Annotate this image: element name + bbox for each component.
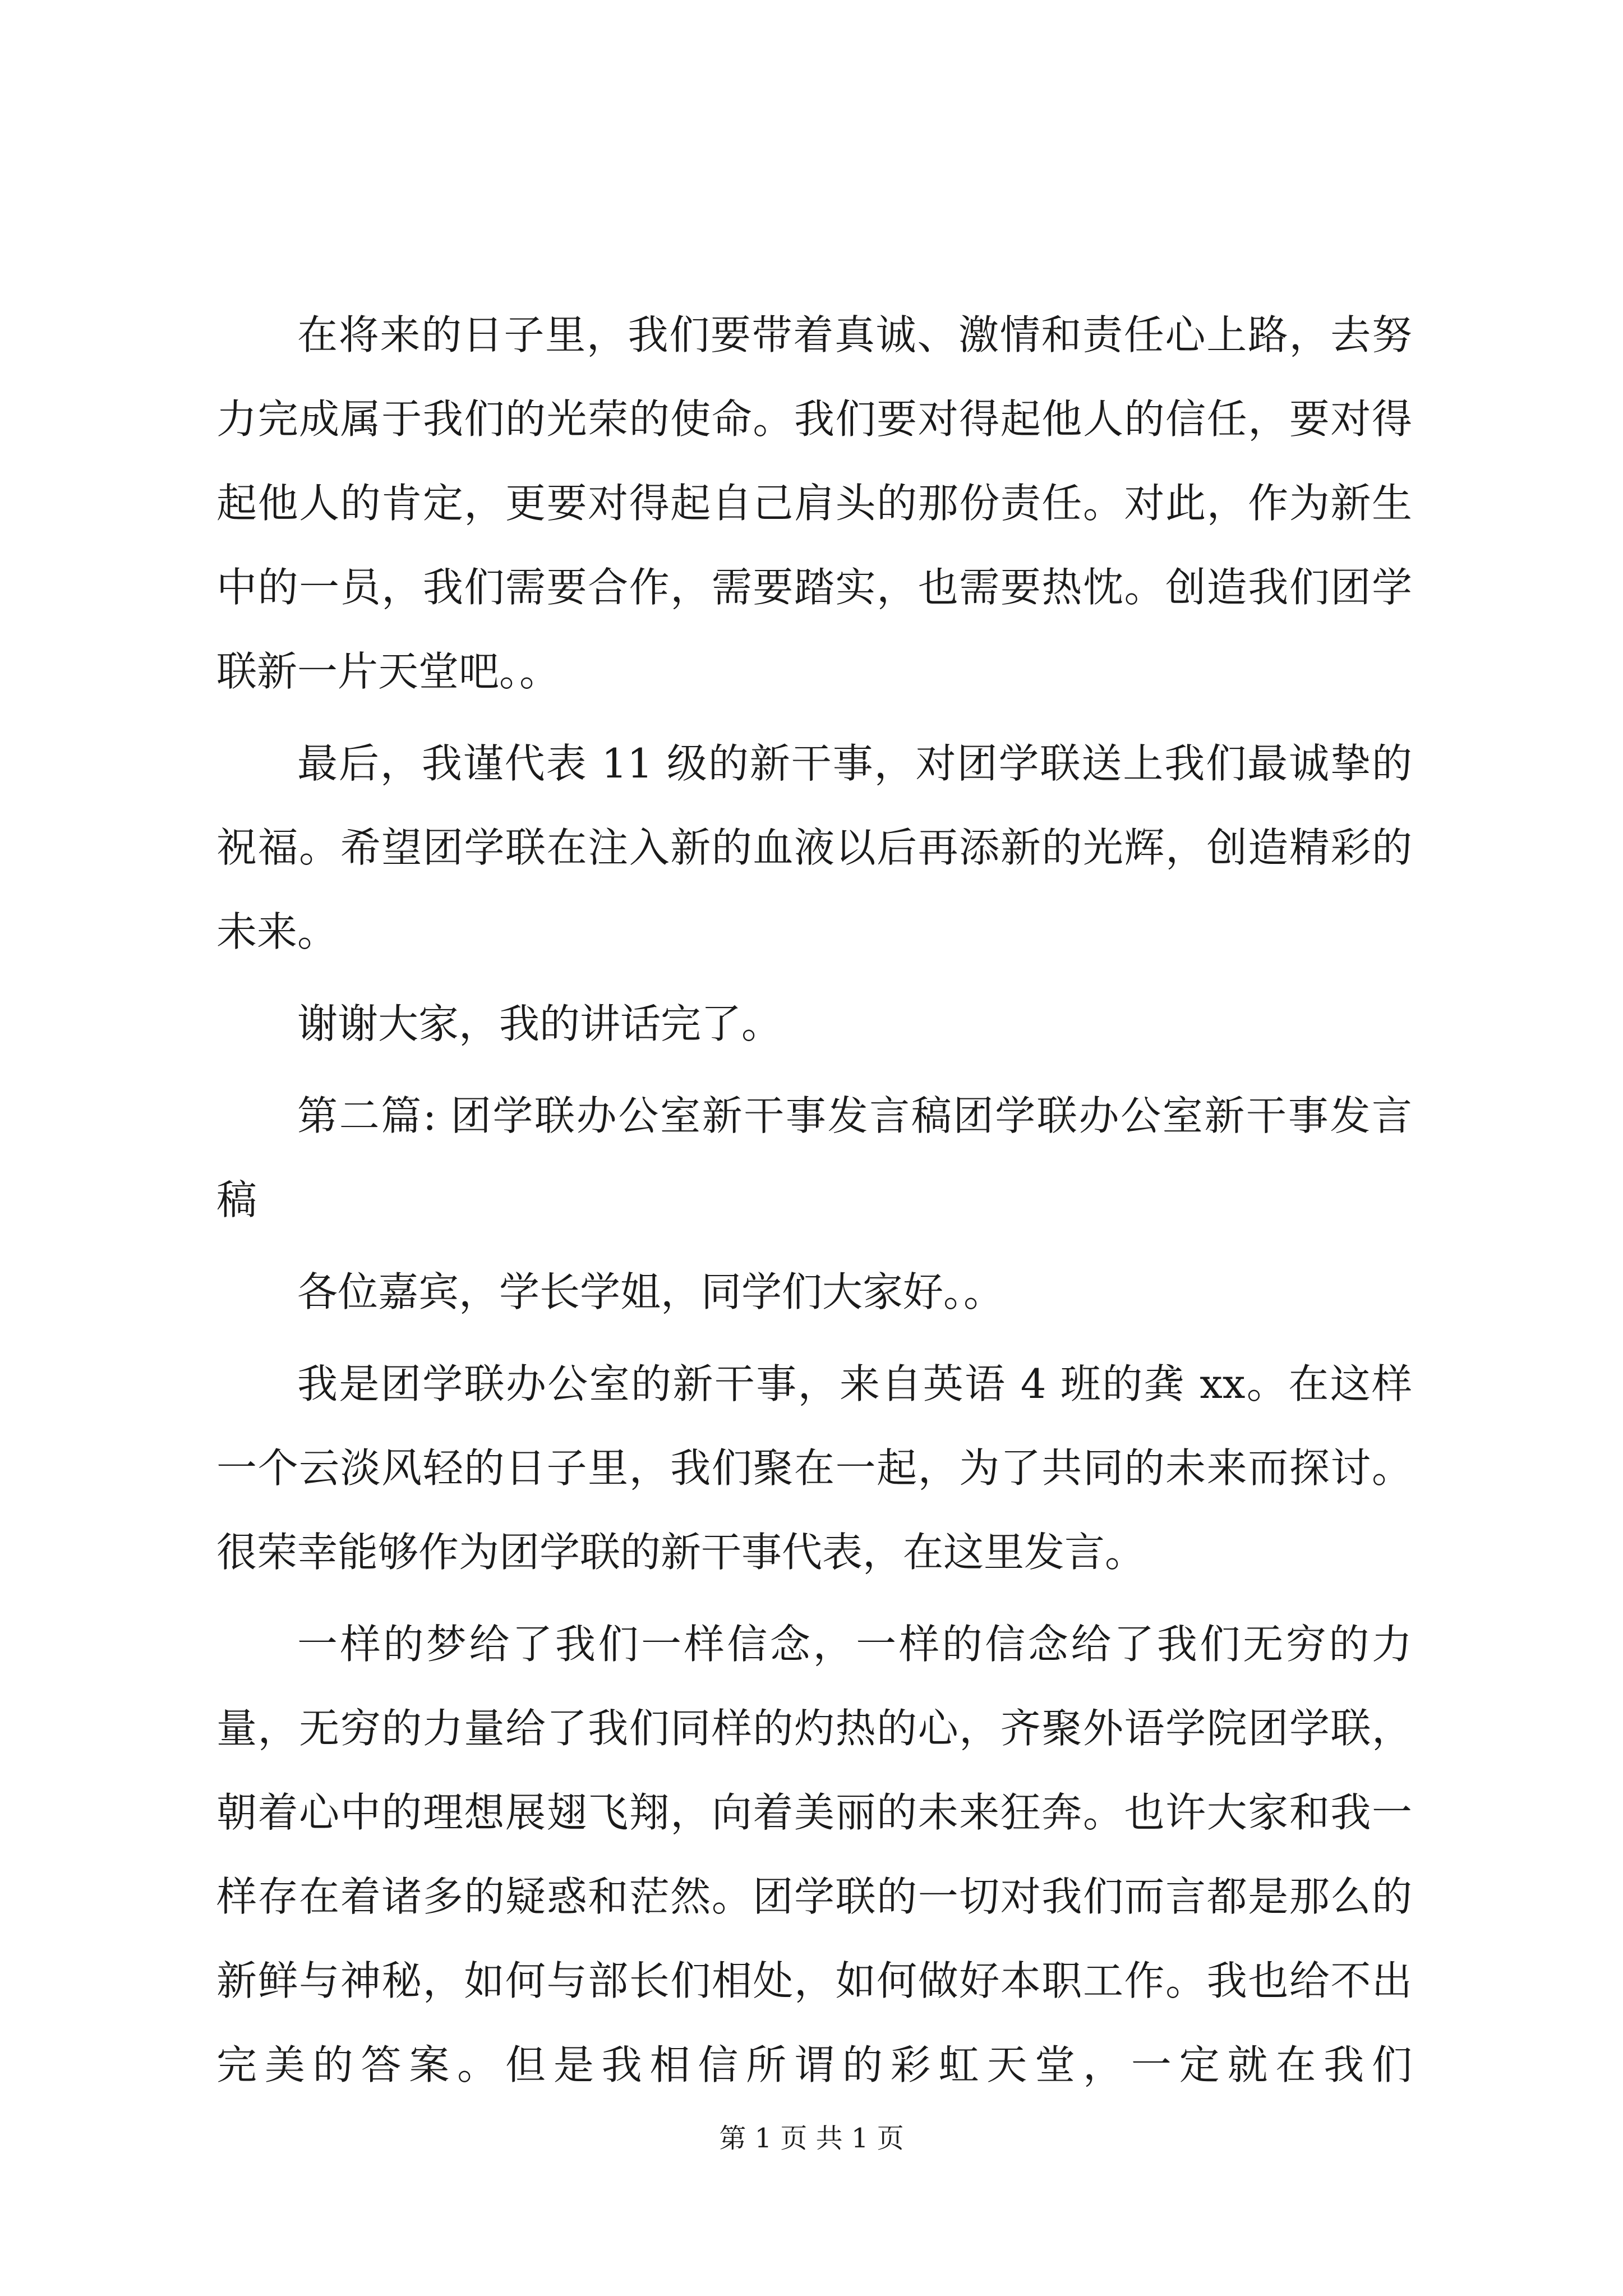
paragraph-6: 我是团学联办公室的新干事，来自英语 4 班的龚 xx。在这样一个云淡风轻的日子里，我们聚在一起，为了共同的未来而探讨。很荣幸能够作为团学联的新干事代表，在这里发言。 (216, 1360, 1412, 1576)
paragraph-5: 各位嘉宾，学长学姐，同学们大家好。。 (297, 1268, 1004, 1315)
document-body (216, 293, 1412, 2115)
paragraph-7: 一样的梦给了我们一样信念，一样的信念给了我们无穷的力量，无穷的力量给了我们同样的灼热的心，齐聚外语学院团学联，朝着心中的理想展翅飞翔，向着美丽的未来狂奔。也许大家和我一样存在着诸多的疑惑和茫然。团学联的一切对我们而言都是那么的新鲜与神秘，如何与部长们相处，如何做好本职工作。我也给不出完美的答案。但是我相信所谓的彩虹天堂，一定就在我们 (216, 1621, 1412, 2088)
paragraph-2: 最后，我谨代表 11 级的新干事，对团学联送上我们最诚挚的祝福。希望团学联在注入新的血液以后再添新的光辉，创造精彩的未来。 (216, 740, 1412, 955)
paragraph-1: 在将来的日子里，我们要带着真诚、激情和责任心上路，去努力完成属于我们的光荣的使命。我们要对得起他人的信任，要对得起他人的肯定，更要对得起自己肩头的那份责任。对此，作为新生中的一员，我们需要合作，需要踏实，也需要热忱。创造我们团学联新一片天堂吧。。 (216, 311, 1412, 695)
page-footer: 第 1 页 共 1 页 (719, 2123, 904, 2154)
paragraph-3: 谢谢大家，我的讲话完了。 (297, 1000, 782, 1047)
paragraph-4-section-heading: 第二篇: 团学联办公室新干事发言稿团学联办公室新干事发言稿 (216, 1092, 1412, 1223)
